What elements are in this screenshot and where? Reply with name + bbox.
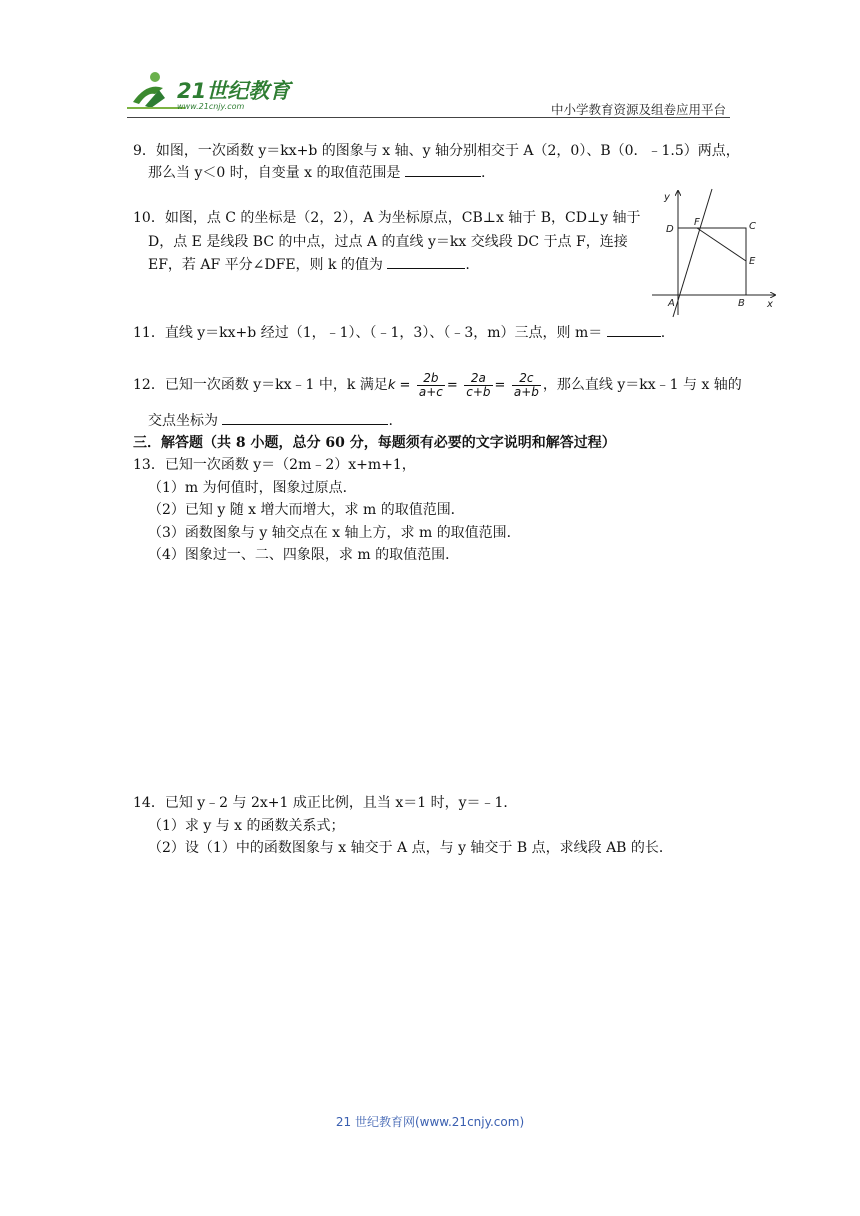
svg-text:F: F (694, 217, 700, 228)
question-9-line2: 那么当 y＜0 时，自变量 x 的取值范围是 . (148, 162, 485, 184)
question-10-line3: EF，若 AF 平分∠DFE，则 k 的值为 . (148, 254, 470, 276)
question-13-part4: （4）图象过一、二、四象限，求 m 的取值范围． (148, 547, 460, 563)
section-3-title: 三．解答题（共 8 小题，总分 60 分，每题须有必要的文字说明和解答过程） (133, 435, 616, 451)
svg-text:D: D (666, 224, 674, 235)
svg-text:E: E (749, 256, 756, 267)
footer-link[interactable]: 21 世纪教育网(www.21cnjy.com) (335, 1115, 525, 1129)
question-9-line1: 9．如图，一次函数 y＝kx+b 的图象与 x 轴、y 轴分别相交于 A（2，0）、B（0．﹣1.5）两点， (133, 143, 740, 159)
fraction-2a: $\frac{2a}{c+b}$ (466, 370, 491, 399)
question-10-line2: D，点 E 是线段 BC 的中点，过点 A 的直线 y＝kx 交线段 DC 于点 F，连接 (148, 234, 628, 250)
fraction-2c: $\frac{2c}{a+b}$ (513, 370, 539, 399)
question-14-part2: （2）设（1）中的函数图象与 x 轴交于 A 点，与 y 轴交于 B 点，求线段 AB 的长． (148, 840, 673, 856)
site-logo (125, 68, 295, 112)
question-11: 11．直线 y＝kx+b 经过（1，﹣1）、（﹣1，3）、（﹣3，m）三点，则 m＝ . (133, 322, 665, 344)
svg-text:A: A (668, 298, 675, 309)
question-14-stem: 14．已知 y﹣2 与 2x+1 成正比例，且当 x＝1 时，y＝﹣1． (133, 795, 518, 811)
svg-text:C: C (749, 221, 756, 232)
answer-blank-10[interactable] (387, 254, 465, 269)
answer-blank-11[interactable] (607, 322, 661, 337)
question-13-part1: （1）m 为何值时，图象过原点． (148, 480, 357, 496)
svg-text:x: x (767, 299, 773, 310)
question-10-line1: 10．如图，点 C 的坐标是（2，2），A 为坐标原点，CB⊥x 轴于 B，CD⊥y 轴于 (133, 210, 641, 226)
header-divider (127, 117, 730, 118)
fraction-2b: $\frac{2b}{a+c}$ (418, 370, 443, 399)
question-13-stem: 13．已知一次函数 y＝（2m﹣2）x+m+1， (133, 457, 416, 473)
svg-text:B: B (738, 298, 745, 309)
question-13-part3: （3）函数图象与 y 轴交点在 x 轴上方，求 m 的取值范围． (148, 525, 521, 541)
answer-blank-9[interactable] (405, 162, 481, 177)
question-13-part2: （2）已知 y 随 x 增大而增大，求 m 的取值范围． (148, 502, 465, 518)
answer-blank-12[interactable] (222, 410, 388, 425)
question-12-line2: 交点坐标为 . (148, 410, 393, 432)
question-10-figure (650, 187, 780, 319)
svg-text:www.21cnjy.com: www.21cnjy.com (177, 102, 245, 111)
platform-title: 中小学教育资源及组卷应用平台 (550, 102, 726, 117)
question-14-part1: （1）求 y 与 x 的函数关系式； (148, 818, 345, 834)
svg-text:21世纪教育: 21世纪教育 (177, 79, 291, 103)
svg-text:y: y (664, 192, 670, 203)
question-12-line1: 12．已知一次函数 y＝kx﹣1 中，k 满足k = $\frac{2b}{a+c}$ = $\frac{2a}{c+b}$ = $\frac{2c}{a+b}$ ，那么直线 y＝kx﹣1 与 x 轴的 (133, 370, 742, 399)
